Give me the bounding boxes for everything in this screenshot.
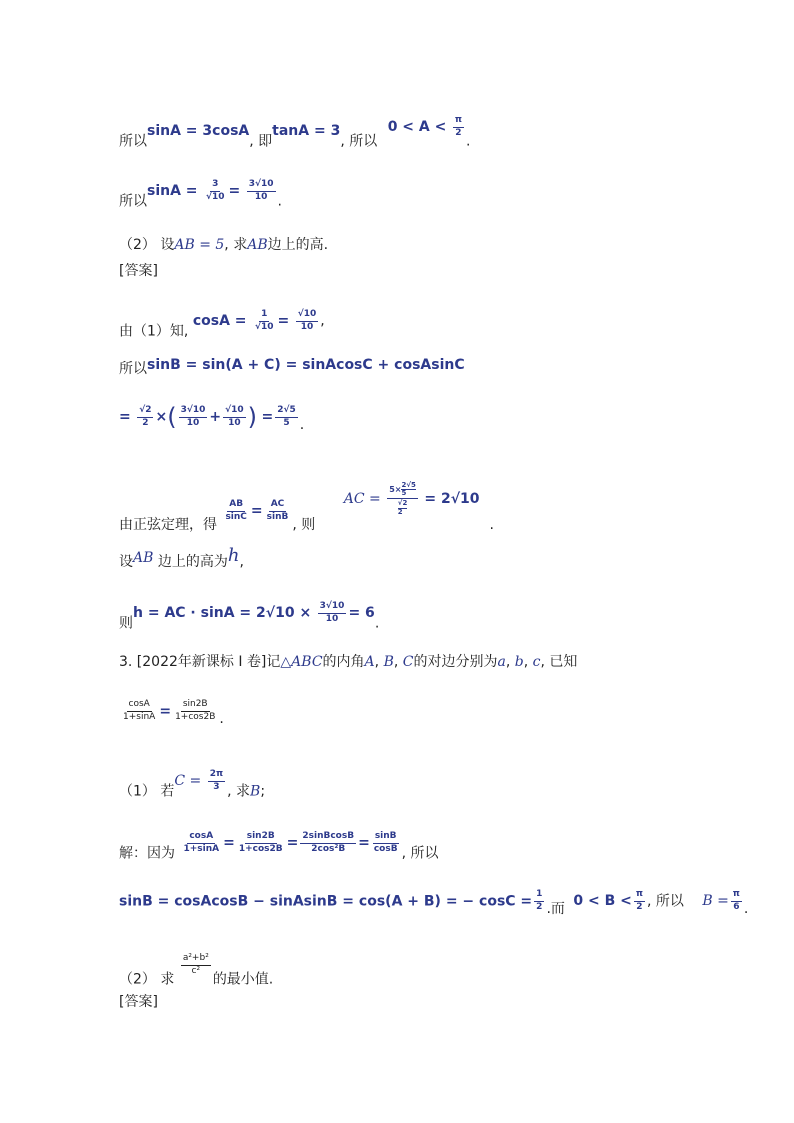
line-5: 由（1）知, cosA = $\frac{1}{√10}$ = $\frac{√10}{10}$ , <box>119 309 325 340</box>
fraction: $\frac{\sin 2B}{1+\cos 2B}$ <box>238 831 283 854</box>
math: sinA = 3cosA <box>147 123 250 140</box>
line-14: 解：因为 $\frac{\cos A}{1+\sin A}$ = $\frac{\sin 2B}{1+\cos 2B}$ = $\frac{\text{2sinBcosB}}{\text{2cos²B}}$ = $\frac{\sin B}{\cos B}$ , 所以 <box>119 831 439 862</box>
fraction: $\frac{\text{a²+b²}}{\text{c²}}$ <box>182 953 209 976</box>
text: , 即 <box>249 133 273 150</box>
line-13: （1） 若C = $\frac{2\pi}{3}$ , 求B; <box>119 769 266 800</box>
fraction: $\frac{\pi}{2}$ <box>454 115 462 138</box>
fraction: 5× $\frac{2√5}{5}$ √2 2 <box>389 481 416 516</box>
line-11: 3. [2022年新课标 I 卷]记△ABC的内角A, B, C的对边分别为a, b, c, 已知 <box>119 654 578 670</box>
fraction: $\frac{3√10}{10}$ <box>180 404 206 428</box>
fraction: $\frac{\cos A}{1+\sin A}$ <box>183 831 220 854</box>
line-3: （2） 设AB = 5, 求AB边上的高. <box>119 237 329 253</box>
fraction: $\frac{\sin B}{\cos B}$ <box>373 831 398 854</box>
fraction: $\frac{√2}{2}$ <box>139 404 152 428</box>
math: 0 < A < <box>387 119 447 136</box>
fraction: $\frac{2\pi}{3}$ <box>209 769 224 792</box>
line-12: $\frac{\cos A}{1+\sin A}$ = $\frac{\sin 2B}{1+\cos 2B}$ . <box>123 699 224 728</box>
line-16: （2） 求 $\frac{\text{a²+b²}}{\text{c²}}$ 的最小值. <box>119 953 274 988</box>
fraction: $\frac{\pi}{6}$ <box>732 889 740 912</box>
line-10: 则h = AC · sinA = 2√10 × $\frac{3√10}{10}$ = 6. <box>119 601 380 632</box>
line-8: 由正弦定理，得 $\frac{AB}{\sin C}$ = $\frac{AC}{\sin B}$ , 则 AC = 5× $\frac{2√5}{5}$ √2 2 = 2√10. <box>119 481 494 534</box>
fraction: $\frac{\text{2sinBcosB}}{\text{2cos²B}}$ <box>302 831 355 854</box>
answer-label: [答案] <box>119 994 158 1010</box>
fraction: $\frac{AB}{\sin C}$ <box>225 498 247 522</box>
line-1: 所以sinA = 3cosA, 即tanA = 3, 所以 0 < A < $\frac{\pi}{2}$ . <box>119 115 471 150</box>
line-15: sinB = cosAcosB − sinAsinB = cos(A + B) = − cosC = $\frac{1}{2}$ .而 0 < B < $\frac{\pi}{2}$ , 所以 B = $\frac{\pi}{6}$ . <box>119 889 749 918</box>
text: 所以 <box>119 193 147 210</box>
fraction: $\frac{\sin 2B}{1+\cos 2B}$ <box>175 699 216 722</box>
fraction: $\frac{1}{√10}$ <box>254 309 274 332</box>
fraction: $\frac{3}{√10}$ <box>206 179 225 202</box>
fraction: $\frac{3√10}{10}$ <box>319 601 345 624</box>
line-2: 所以sinA = $\frac{3}{√10}$ = $\frac{3√10}{10}$ . <box>119 179 282 210</box>
line-6: 所以sinB = sin(A + C) = sinAcosC + cosAsinC <box>119 357 465 377</box>
fraction: $\frac{1}{2}$ <box>536 889 543 912</box>
text: , 所以 <box>340 133 378 150</box>
answer-label: [答案] <box>119 263 158 279</box>
line-7: = $\frac{√2}{2}$ ×( $\frac{3√10}{10}$ + $\frac{√10}{10}$ ) = $\frac{2√5}{5}$ . <box>119 403 305 433</box>
fraction: $\frac{\cos A}{1+\sin A}$ <box>123 699 156 722</box>
fraction: $\frac{AC}{\sin B}$ <box>266 498 289 522</box>
fraction: $\frac{\pi}{2}$ <box>635 889 643 912</box>
fraction: $\frac{√10}{10}$ <box>297 309 317 332</box>
line-9: 设AB 边上的高为h, <box>119 545 244 570</box>
fraction: $\frac{3√10}{10}$ <box>248 179 274 202</box>
fraction: $\frac{2√5}{5}$ <box>277 404 296 428</box>
math: tanA = 3 <box>272 123 341 140</box>
fraction: $\frac{√10}{10}$ <box>225 404 244 428</box>
math: sinA = <box>147 183 198 200</box>
text: 所以 <box>119 133 147 150</box>
